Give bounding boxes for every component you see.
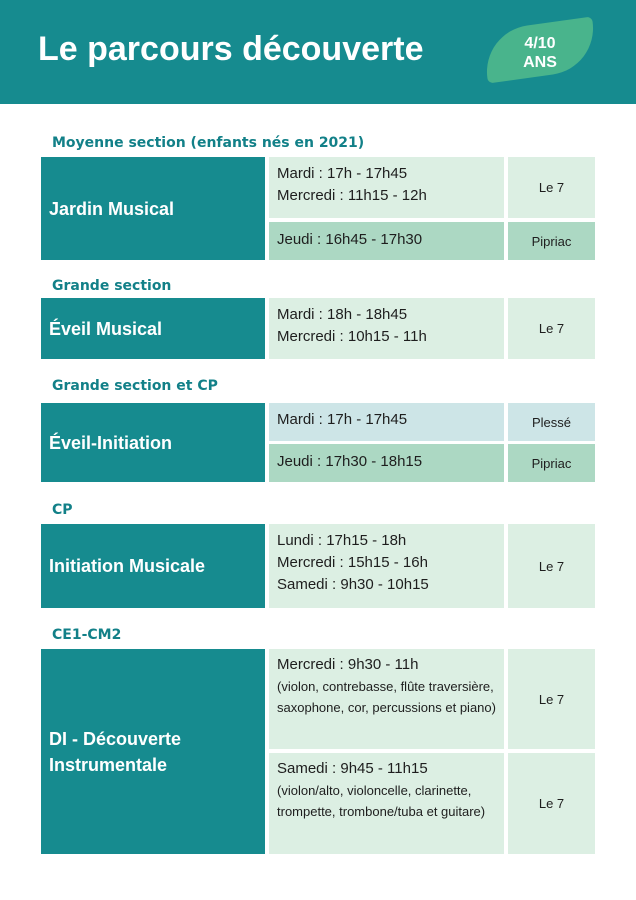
time-slot: Mercredi : 11h15 - 12h: [277, 187, 427, 204]
instrument-list: (violon, contrebasse, flûte traversière, saxophone, cor, percussions et piano): [277, 679, 496, 715]
time-slot: Mardi : 17h - 17h45: [277, 411, 408, 428]
time-slot: Samedi : 9h30 - 10h15: [277, 576, 429, 593]
schedule-cell: [269, 157, 504, 218]
schedule-cell: [269, 222, 504, 260]
location-cell: Plessé: [508, 403, 595, 441]
section-label-ce1-cm2: CE1-CM2: [52, 627, 122, 643]
time-slot: Mercredi : 10h15 - 11h: [277, 328, 427, 345]
location-cell: Pipriac: [508, 222, 595, 260]
age-unit: ANS: [523, 54, 557, 71]
age-badge-text: [500, 34, 580, 72]
section-label-grande: Grande section: [52, 278, 172, 294]
course-title-line: DI - Découverte: [49, 728, 182, 749]
course-title-line: Instrumentale: [49, 754, 168, 775]
schedule-cell: [269, 403, 504, 441]
section-label-grande-cp: Grande section et CP: [52, 378, 218, 394]
location-cell: Le 7: [508, 649, 595, 749]
course-eveil-initiation: Éveil-Initiation: [41, 403, 265, 482]
section-label-moyenne: Moyenne section (enfants nés en 2021): [52, 135, 365, 151]
schedule-cell: [269, 444, 504, 482]
time-slot: Lundi : 17h15 - 18h: [277, 532, 407, 549]
page-title: Le parcours découverte: [38, 30, 424, 68]
schedule-cell: [269, 753, 504, 854]
location-cell: Le 7: [508, 298, 595, 359]
location-cell: Le 7: [508, 524, 595, 608]
course-initiation-musicale: Initiation Musicale: [41, 524, 265, 608]
time-slot: Mercredi : 9h30 - 11h: [277, 656, 419, 673]
age-range: 4/10: [524, 35, 556, 52]
location-cell: Pipriac: [508, 444, 595, 482]
time-slot: Jeudi : 16h45 - 17h30: [277, 231, 423, 248]
location-cell: Le 7: [508, 753, 595, 854]
location-cell: Le 7: [508, 157, 595, 218]
schedule-cell: [269, 524, 504, 608]
schedule-cell: [269, 298, 504, 359]
time-slot: Mardi : 18h - 18h45: [277, 306, 408, 323]
time-slot: Mercredi : 15h15 - 16h: [277, 554, 428, 571]
section-label-cp: CP: [52, 502, 73, 518]
course-decouverte-instrumentale: [41, 649, 265, 854]
instrument-list: (violon/alto, violoncelle, clarinette, trompette, trombone/tuba et guitare): [277, 783, 486, 819]
course-jardin-musical: Jardin Musical: [41, 157, 265, 260]
time-slot: Mardi : 17h - 17h45: [277, 165, 408, 182]
schedule-cell: [269, 649, 504, 749]
time-slot: Samedi : 9h45 - 11h15: [277, 760, 428, 777]
time-slot: Jeudi : 17h30 - 18h15: [277, 453, 423, 470]
course-eveil-musical: Éveil Musical: [41, 298, 265, 359]
